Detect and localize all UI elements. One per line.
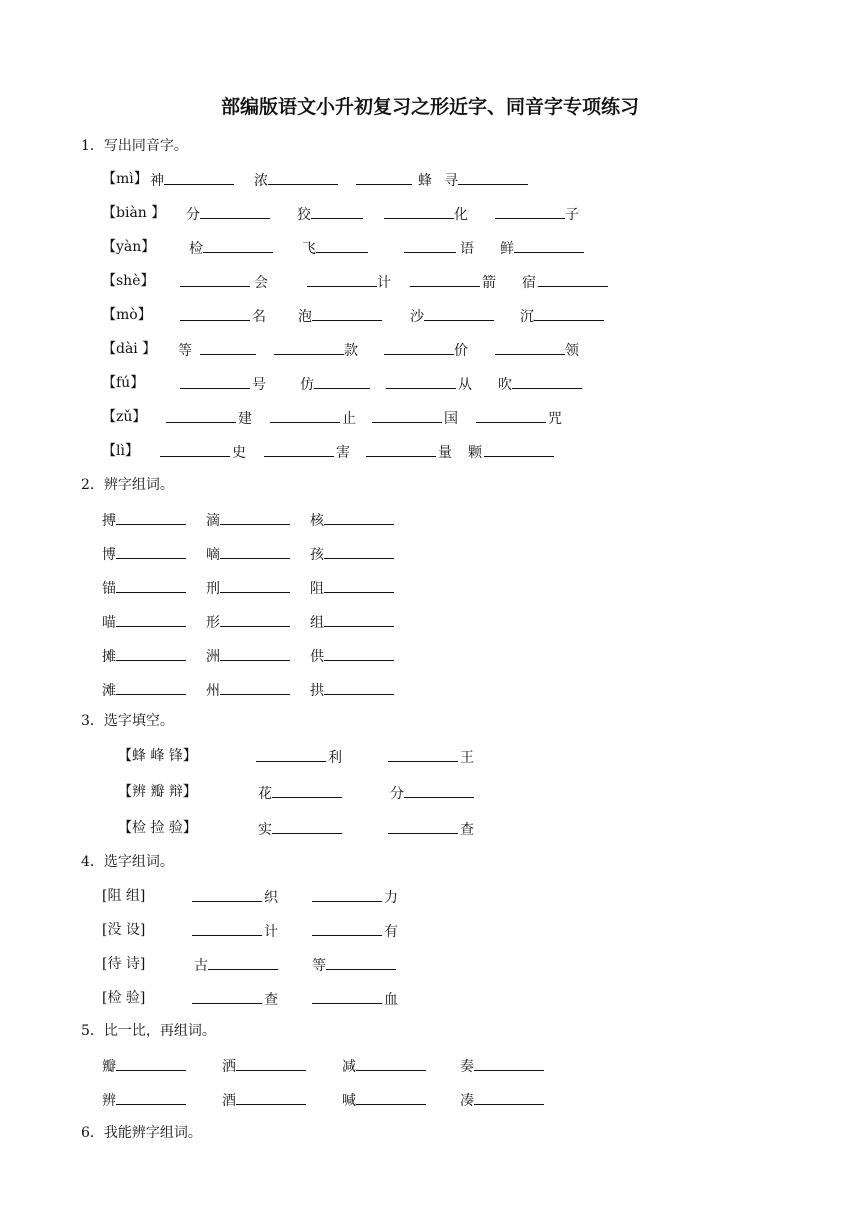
q4-options: [没 设] — [102, 922, 146, 938]
q2-char: 博 — [102, 547, 116, 563]
answer-blank[interactable] — [203, 236, 273, 253]
q2-char: 州 — [206, 683, 220, 699]
answer-blank[interactable] — [386, 372, 456, 389]
q2-char: 拱 — [310, 683, 324, 699]
q4-char: 计 — [264, 924, 278, 940]
answer-blank[interactable] — [324, 610, 394, 627]
answer-blank[interactable] — [538, 270, 608, 287]
q3-options: 【检 捡 验】 — [118, 820, 197, 836]
q1-char: 泡 — [298, 309, 312, 325]
answer-blank[interactable] — [474, 1054, 544, 1071]
answer-blank[interactable] — [512, 372, 582, 389]
answer-blank[interactable] — [236, 1088, 306, 1105]
q1-char: 吹 — [498, 377, 512, 393]
q1-char: 宿 — [522, 275, 536, 291]
answer-blank[interactable] — [220, 508, 290, 525]
answer-blank[interactable] — [180, 304, 250, 321]
q3-char: 分 — [390, 786, 404, 802]
q5-char: 洒 — [222, 1059, 236, 1075]
q1-char: 国 — [444, 411, 458, 427]
answer-blank[interactable] — [116, 508, 186, 525]
q5-char: 辨 — [102, 1093, 116, 1109]
q4-options: [待 诗] — [102, 956, 146, 972]
answer-blank[interactable] — [312, 919, 382, 936]
q2-char: 组 — [310, 615, 324, 631]
q1-char: 寻 — [444, 173, 458, 189]
q1-char: 飞 — [302, 241, 316, 257]
q1-char: 害 — [336, 445, 350, 461]
answer-blank[interactable] — [314, 372, 370, 389]
q1-char: 史 — [232, 445, 246, 461]
answer-blank[interactable] — [116, 678, 186, 695]
answer-blank[interactable] — [324, 644, 394, 661]
q5-char: 凑 — [460, 1093, 474, 1109]
answer-blank[interactable] — [268, 168, 338, 185]
q1-tag: 【lì】 — [102, 443, 139, 459]
answer-blank[interactable] — [312, 987, 382, 1004]
q1-char: 计 — [377, 275, 391, 291]
answer-blank[interactable] — [272, 781, 342, 798]
answer-blank[interactable] — [495, 338, 565, 355]
answer-blank[interactable] — [264, 440, 334, 457]
q1-char: 量 — [438, 445, 452, 461]
q1-char: 等 — [178, 343, 192, 359]
answer-blank[interactable] — [366, 440, 436, 457]
answer-blank[interactable] — [272, 817, 342, 834]
q1-tag: 【zǔ】 — [102, 409, 147, 425]
answer-blank[interactable] — [316, 236, 368, 253]
answer-blank[interactable] — [458, 168, 528, 185]
answer-blank[interactable] — [116, 1054, 186, 1071]
q1-char: 沙 — [410, 309, 424, 325]
question-5-heading: 5．比一比，再组词。 — [81, 1023, 216, 1039]
answer-blank[interactable] — [116, 644, 186, 661]
q1-char: 仿 — [300, 377, 314, 393]
answer-blank[interactable] — [324, 508, 394, 525]
q2-char: 刑 — [206, 581, 220, 597]
q2-char: 孩 — [310, 547, 324, 563]
q1-char: 狡 — [297, 207, 311, 223]
answer-blank[interactable] — [220, 542, 290, 559]
answer-blank[interactable] — [220, 644, 290, 661]
answer-blank[interactable] — [180, 372, 250, 389]
question-4-heading: 4．选字组词。 — [81, 854, 174, 870]
q1-char: 领 — [565, 343, 579, 359]
answer-blank[interactable] — [356, 1088, 426, 1105]
answer-blank[interactable] — [166, 406, 236, 423]
answer-blank[interactable] — [356, 1054, 426, 1071]
answer-blank[interactable] — [164, 168, 234, 185]
q1-char: 神 — [150, 173, 164, 189]
answer-blank[interactable] — [200, 338, 256, 355]
answer-blank[interactable] — [192, 919, 262, 936]
q1-char: 沉 — [520, 309, 534, 325]
q3-char: 花 — [258, 786, 272, 802]
q1-char: 化 — [454, 207, 468, 223]
answer-blank[interactable] — [192, 885, 262, 902]
q2-char: 滴 — [206, 513, 220, 529]
q1-tag: 【mì】 — [102, 171, 148, 187]
answer-blank[interactable] — [404, 236, 456, 253]
answer-blank[interactable] — [236, 1054, 306, 1071]
q4-char: 古 — [194, 958, 208, 974]
answer-blank[interactable] — [476, 406, 546, 423]
answer-blank[interactable] — [160, 440, 230, 457]
q2-char: 喵 — [102, 615, 116, 631]
q3-options: 【蜂 峰 锋】 — [118, 748, 197, 764]
q1-char: 价 — [454, 343, 468, 359]
answer-blank[interactable] — [220, 576, 290, 593]
q1-char: 箭 — [482, 275, 496, 291]
answer-blank[interactable] — [274, 338, 344, 355]
answer-blank[interactable] — [424, 304, 494, 321]
q3-char: 王 — [460, 750, 474, 766]
answer-blank[interactable] — [474, 1088, 544, 1105]
answer-blank[interactable] — [534, 304, 604, 321]
question-2-heading: 2．辨字组词。 — [81, 477, 174, 493]
q2-char: 形 — [206, 615, 220, 631]
answer-blank[interactable] — [410, 270, 480, 287]
answer-blank[interactable] — [514, 236, 584, 253]
answer-blank[interactable] — [388, 745, 458, 762]
q1-tag: 【mò】 — [102, 307, 152, 323]
q1-tag: 【shè】 — [102, 273, 155, 289]
q1-char: 蜂 — [418, 173, 432, 189]
q3-char: 查 — [460, 822, 474, 838]
answer-blank[interactable] — [208, 953, 278, 970]
q5-char: 奏 — [460, 1059, 474, 1075]
q1-char: 子 — [565, 207, 579, 223]
answer-blank[interactable] — [220, 678, 290, 695]
answer-blank[interactable] — [200, 202, 270, 219]
answer-blank[interactable] — [192, 987, 262, 1004]
q1-char: 从 — [458, 377, 472, 393]
q2-char: 供 — [310, 649, 324, 665]
question-3-heading: 3．选字填空。 — [81, 713, 174, 729]
q4-char: 织 — [264, 890, 278, 906]
q4-options: [阻 组] — [102, 888, 146, 904]
answer-blank[interactable] — [484, 440, 554, 457]
answer-blank[interactable] — [388, 817, 458, 834]
answer-blank[interactable] — [372, 406, 442, 423]
q5-char: 减 — [342, 1059, 356, 1075]
q5-char: 喊 — [342, 1093, 356, 1109]
answer-blank[interactable] — [326, 953, 396, 970]
q3-char: 实 — [258, 822, 272, 838]
answer-blank[interactable] — [356, 168, 412, 185]
q1-char: 号 — [252, 377, 266, 393]
answer-blank[interactable] — [116, 610, 186, 627]
q4-char: 等 — [312, 958, 326, 974]
q1-char: 咒 — [548, 411, 562, 427]
q1-char: 颗 — [468, 445, 482, 461]
q4-char: 血 — [384, 992, 398, 1008]
q5-char: 酒 — [222, 1093, 236, 1109]
q1-char: 分 — [186, 207, 200, 223]
answer-blank[interactable] — [324, 576, 394, 593]
question-1-heading: 1．写出同音字。 — [81, 138, 188, 154]
q4-options: [检 验] — [102, 990, 146, 1006]
q1-tag: 【biàn 】 — [102, 205, 166, 221]
answer-blank[interactable] — [116, 1088, 186, 1105]
answer-blank[interactable] — [384, 338, 454, 355]
q1-char: 浓 — [254, 173, 268, 189]
q4-char: 查 — [264, 992, 278, 1008]
q1-char: 鲜 — [500, 241, 514, 257]
q2-char: 滩 — [102, 683, 116, 699]
answer-blank[interactable] — [495, 202, 565, 219]
q3-options: 【辨 瓣 辩】 — [118, 784, 197, 800]
answer-blank[interactable] — [116, 576, 186, 593]
q1-char: 检 — [189, 241, 203, 257]
q1-char: 款 — [344, 343, 358, 359]
q1-char: 语 — [460, 241, 474, 257]
q1-char: 建 — [238, 411, 252, 427]
answer-blank[interactable] — [324, 678, 394, 695]
answer-blank[interactable] — [220, 610, 290, 627]
q4-char: 力 — [384, 890, 398, 906]
answer-blank[interactable] — [256, 745, 326, 762]
answer-blank[interactable] — [270, 406, 340, 423]
q4-char: 有 — [384, 924, 398, 940]
question-6-heading: 6．我能辨字组词。 — [81, 1125, 202, 1141]
q5-char: 瓣 — [102, 1059, 116, 1075]
answer-blank[interactable] — [180, 270, 250, 287]
q1-char: 名 — [252, 309, 266, 325]
q1-tag: 【fú】 — [102, 375, 145, 391]
q2-char: 锚 — [102, 581, 116, 597]
q2-char: 嘀 — [206, 547, 220, 563]
q1-char: 会 — [254, 275, 268, 291]
q2-char: 搏 — [102, 513, 116, 529]
answer-blank[interactable] — [404, 781, 474, 798]
q2-char: 核 — [310, 513, 324, 529]
answer-blank[interactable] — [312, 885, 382, 902]
answer-blank[interactable] — [324, 542, 394, 559]
answer-blank[interactable] — [307, 270, 377, 287]
page-title: 部编版语文小升初复习之形近字、同音字专项练习 — [220, 96, 639, 118]
answer-blank[interactable] — [384, 202, 454, 219]
answer-blank[interactable] — [312, 304, 382, 321]
q1-char: 止 — [342, 411, 356, 427]
q3-char: 利 — [328, 750, 342, 766]
answer-blank[interactable] — [116, 542, 186, 559]
q1-tag: 【dài 】 — [102, 341, 157, 357]
answer-blank[interactable] — [311, 202, 363, 219]
q2-char: 洲 — [206, 649, 220, 665]
q2-char: 阻 — [310, 581, 324, 597]
q1-tag: 【yàn】 — [102, 239, 156, 255]
q2-char: 摊 — [102, 649, 116, 665]
